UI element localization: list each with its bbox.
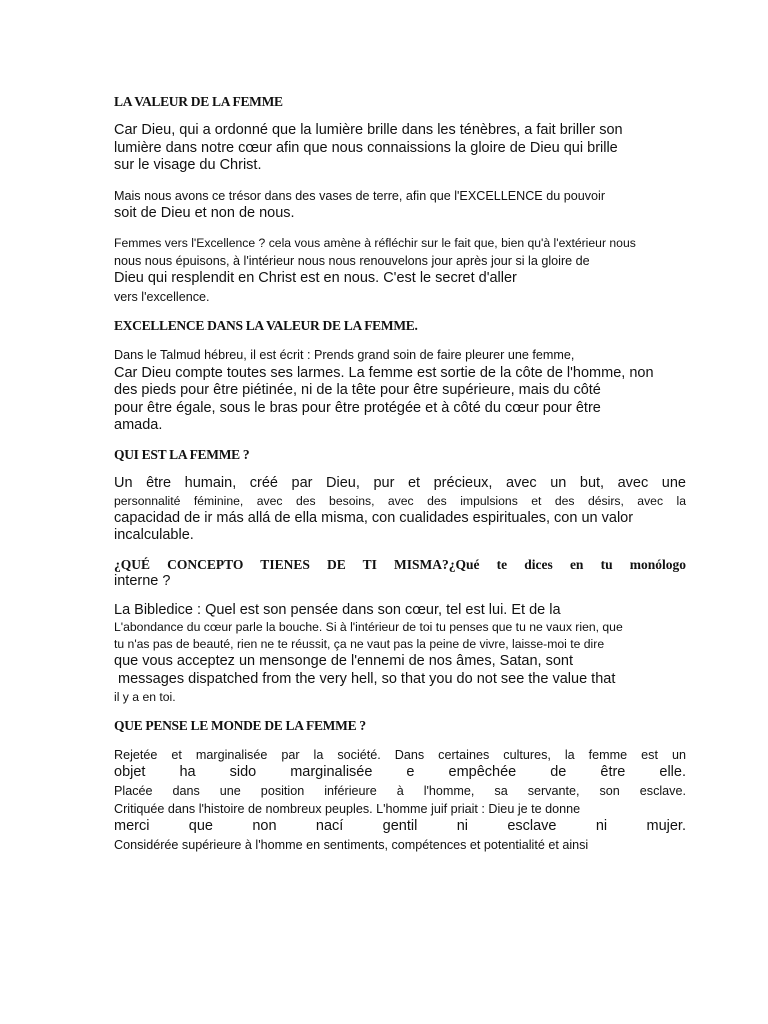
text-line: Placée dans une position inférieure à l'homme, sa servante, son esclave.: [114, 783, 686, 798]
text-line: incalculable.: [114, 527, 194, 544]
text-line: lumière dans notre cœur afin que nous connaissions la gloire de Dieu qui brille: [114, 139, 618, 156]
paragraph: [114, 122, 686, 175]
text-line: La Bibledice : Quel est son pensée dans son cœur, tel est lui. Et de la: [114, 601, 561, 618]
text-line: objet ha sido marginalisée e empêchée de être elle.: [114, 763, 686, 780]
text-line: que vous acceptez un mensonge de l'ennemi de nos âmes, Satan, sont: [114, 653, 574, 670]
text-line: personnalité féminine, avec des besoins, avec des impulsions et des désirs, avec la: [114, 493, 686, 508]
text-line: Dans le Talmud hébreu, il est écrit : Prends grand soin de faire pleurer une femme,: [114, 348, 575, 363]
text-line: Mais nous avons ce trésor dans des vases de terre, afin que l'EXCELLENCE du pouvoir: [114, 188, 606, 203]
text-line: amada.: [114, 417, 163, 434]
text-line: vers l'excellence.: [114, 289, 210, 304]
text-line: Considérée supérieure à l'homme en sentiments, compétences et potentialité et ainsi: [114, 837, 589, 852]
text-line: Femmes vers l'Excellence ? cela vous amène à réfléchir sur le fait que, bien qu'à l'extérieur nous: [114, 235, 636, 250]
text-line: sur le visage du Christ.: [114, 157, 262, 174]
text-line: Dieu qui resplendit en Christ est en nous. C'est le secret d'aller: [114, 270, 517, 287]
text-line: messages dispatched from the very hell, so that you do not see the value that: [114, 670, 616, 687]
text-line: Un être humain, créé par Dieu, pur et précieux, avec un but, avec une: [114, 474, 686, 491]
text-line: nous nous épuisons, à l'intérieur nous nous renouvelons jour après jour si la gloire de: [114, 253, 590, 268]
section-heading-concepto: ¿QUÉ CONCEPTO TIENES DE TI MISMA?¿Qué te dices en tu monólogo: [114, 556, 686, 572]
text-line: capacidad de ir más allá de ella misma, con cualidades espirituales, con un valor: [114, 509, 634, 526]
text-line: Critiquée dans l'histoire de nombreux peuples. L'homme juif priait : Dieu je te donne: [114, 801, 581, 816]
text-line: Car Dieu compte toutes ses larmes. La femme est sortie de la côte de l'homme, non: [114, 364, 654, 381]
paragraph: [114, 602, 686, 706]
section-heading-qui-est: QUI EST LA FEMME ?: [114, 446, 250, 462]
text-line: L'abondance du cœur parle la bouche. Si à l'intérieur de toi tu penses que tu ne vaux rien, que: [114, 620, 623, 635]
text-line: soit de Dieu et non de nous.: [114, 205, 295, 222]
text-line: tu n'as pas de beauté, rien ne te réussit, ça ne vaut pas la peine de vivre, laisse-moi te dire: [114, 637, 605, 652]
section-heading-concepto-tail: interne ?: [114, 572, 171, 589]
paragraph: [114, 746, 686, 855]
document-body: [114, 94, 686, 866]
paragraph: [114, 346, 686, 435]
text-line: pour être égale, sous le bras pour être protégée et à côté du cœur pour être: [114, 399, 601, 416]
paragraph: [114, 475, 686, 545]
text-line: Car Dieu, qui a ordonné que la lumière brille dans les ténèbres, a fait briller son: [114, 122, 623, 138]
section-heading-monde: QUE PENSE LE MONDE DE LA FEMME ?: [114, 717, 366, 733]
text-line: merci que non nací gentil ni esclave ni mujer.: [114, 818, 686, 835]
section-heading-valeur: LA VALEUR DE LA FEMME: [114, 94, 283, 109]
text-line: des pieds pour être piétinée, ni de la tête pour être supérieure, mais du côté: [114, 382, 601, 399]
section-heading-excellence: EXCELLENCE DANS LA VALEUR DE LA FEMME.: [114, 318, 418, 334]
text-line: il y a en toi.: [114, 689, 176, 704]
paragraph: [114, 187, 686, 223]
paragraph: [114, 235, 686, 306]
text-line: Rejetée et marginalisée par la société. Dans certaines cultures, la femme est un: [114, 747, 686, 762]
